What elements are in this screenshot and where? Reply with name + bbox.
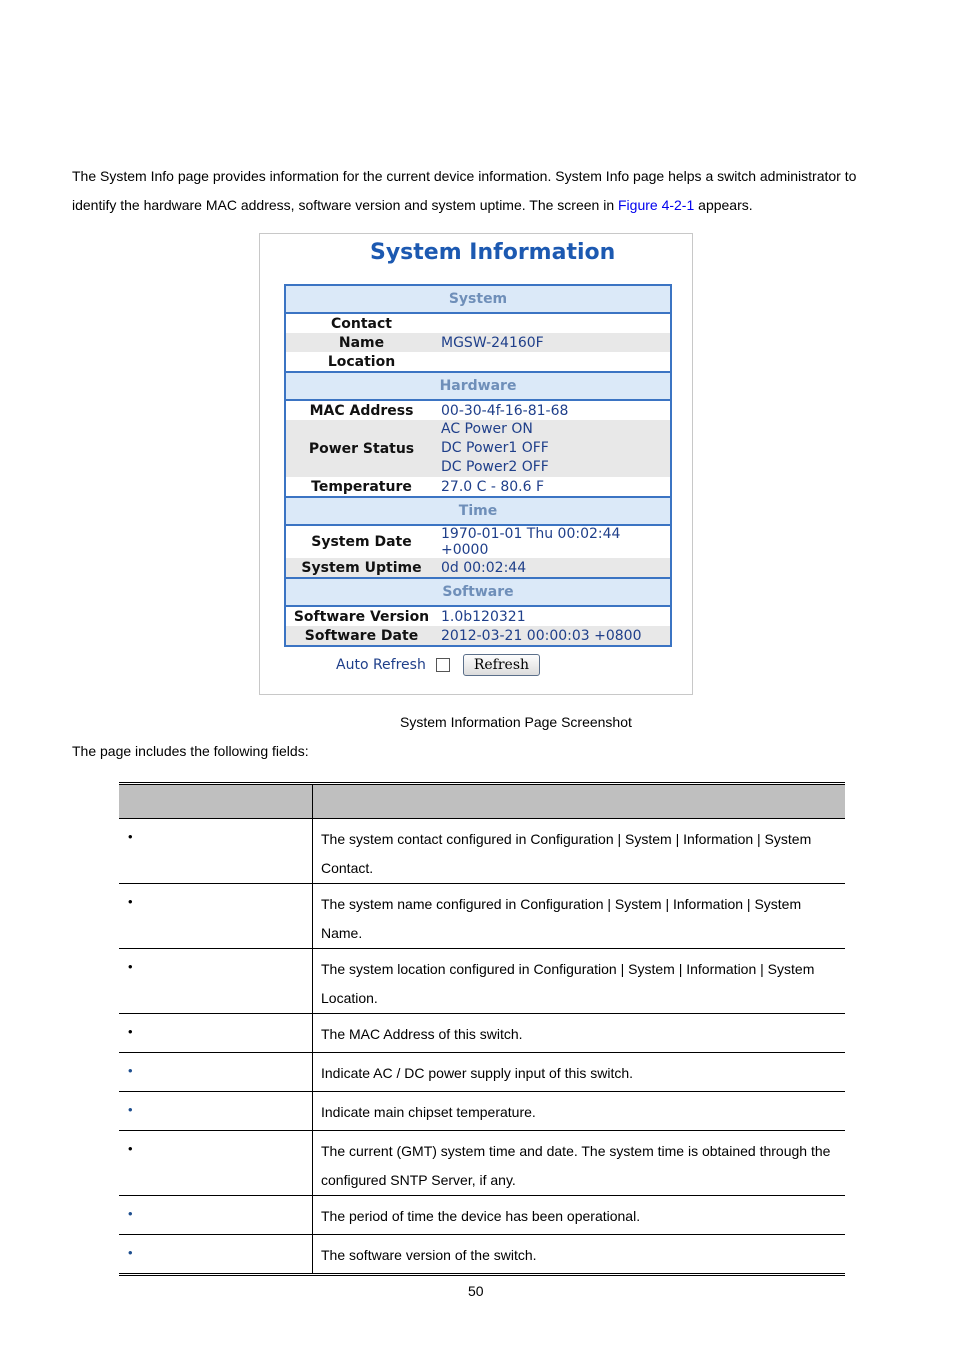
software-date-label: Software Date [285, 626, 437, 646]
refresh-controls [336, 654, 540, 676]
name-value: MGSW-24160F [437, 333, 671, 352]
row-description: Indicate AC / DC power supply input of this switch. [313, 1053, 846, 1092]
row-description: The system contact configured in Configuration | System | Information | System Contact. [313, 819, 846, 884]
software-version-value: 1.0b120321 [441, 608, 526, 625]
page-number: 50 [468, 1283, 484, 1299]
table-header [119, 784, 845, 819]
temperature-value: 27.0 C - 80.6 F [441, 478, 545, 495]
header-description-cell [313, 784, 846, 819]
bullet-icon: • [128, 1102, 133, 1117]
field-description-table [119, 782, 845, 1276]
system-date-value: 1970-01-01 Thu 00:02:44 +0000 [441, 526, 621, 558]
row-description: The period of time the device has been operational. [313, 1196, 846, 1235]
location-label: Location [327, 353, 396, 370]
system-uptime-label: System Uptime [285, 558, 437, 578]
table-row [119, 1196, 845, 1235]
bullet-icon: • [128, 1024, 133, 1039]
table-row [119, 1014, 845, 1053]
bullet-icon: • [128, 959, 133, 974]
system-uptime-value: 0d 00:02:44 [437, 558, 671, 578]
row-name [285, 333, 671, 352]
row-location [285, 352, 671, 372]
temperature-label: Temperature [311, 478, 412, 495]
header-object-cell [119, 784, 313, 819]
table-row [119, 949, 845, 1014]
bullet-icon: • [128, 829, 133, 844]
section-software: Software [285, 578, 671, 606]
system-information-screenshot [259, 233, 693, 695]
auto-refresh-checkbox[interactable] [436, 658, 450, 672]
auto-refresh-label: Auto Refresh [336, 657, 426, 673]
bullet-icon: • [128, 1063, 133, 1078]
row-contact [285, 313, 671, 333]
intro-text-start: The System Info page provides information for the current device information. System Info page helps a switch administrator to identify the hardware MAC address, software version and system uptime. The screen in [72, 168, 857, 213]
row-power-status [285, 420, 671, 477]
figure-link[interactable]: Figure 4-2-1 [618, 197, 695, 213]
row-mac [285, 400, 671, 420]
row-description: The MAC Address of this switch. [313, 1014, 846, 1053]
row-description: Indicate main chipset temperature. [313, 1092, 846, 1131]
fields-intro: The page includes the following fields: [72, 743, 309, 759]
bullet-icon: • [128, 1245, 133, 1260]
bullet-icon: • [128, 1206, 133, 1221]
row-software-date [285, 626, 671, 646]
row-system-date [285, 525, 671, 558]
table-row [119, 819, 845, 884]
row-description: The system location configured in Configuration | System | Information | System Location. [313, 949, 846, 1014]
section-time: Time [285, 497, 671, 525]
row-temperature [285, 477, 671, 497]
contact-value [437, 313, 671, 333]
software-date-value: 2012-03-21 00:00:03 +0800 [437, 626, 671, 646]
table-row [119, 1092, 845, 1131]
bullet-icon: • [128, 894, 133, 909]
row-description: The software version of the switch. [313, 1235, 846, 1275]
power-dc2-value: DC Power2 OFF [441, 459, 549, 475]
power-status-label: Power Status [285, 420, 437, 477]
table-row [119, 1053, 845, 1092]
table-row [119, 884, 845, 949]
row-description: The current (GMT) system time and date. The system time is obtained through the configured SNTP Server, if any. [313, 1131, 846, 1196]
contact-label: Contact [331, 315, 392, 332]
table-row [119, 1235, 845, 1275]
intro-text-end: appears. [694, 197, 753, 213]
power-status-values [437, 420, 671, 477]
section-system: System [285, 285, 671, 313]
mac-label: MAC Address [309, 402, 414, 419]
system-date-label: System Date [311, 534, 412, 550]
figure-caption: System Information Page Screenshot [400, 714, 632, 730]
bullet-icon: • [128, 1141, 133, 1156]
intro-paragraph [72, 162, 892, 220]
software-version-label: Software Version [293, 608, 430, 625]
screenshot-title: System Information [370, 240, 616, 265]
row-system-uptime [285, 558, 671, 578]
row-description: The system name configured in Configuration | System | Information | System Name. [313, 884, 846, 949]
power-dc1-value: DC Power1 OFF [441, 440, 549, 456]
section-hardware: Hardware [285, 372, 671, 400]
name-label: Name [285, 333, 437, 352]
power-ac-value: AC Power ON [441, 421, 533, 437]
row-software-version [285, 606, 671, 626]
location-value [437, 352, 671, 372]
table-row [119, 1131, 845, 1196]
system-info-table [284, 284, 672, 647]
mac-value: 00-30-4f-16-81-68 [441, 402, 569, 419]
refresh-button[interactable]: Refresh [463, 654, 540, 676]
